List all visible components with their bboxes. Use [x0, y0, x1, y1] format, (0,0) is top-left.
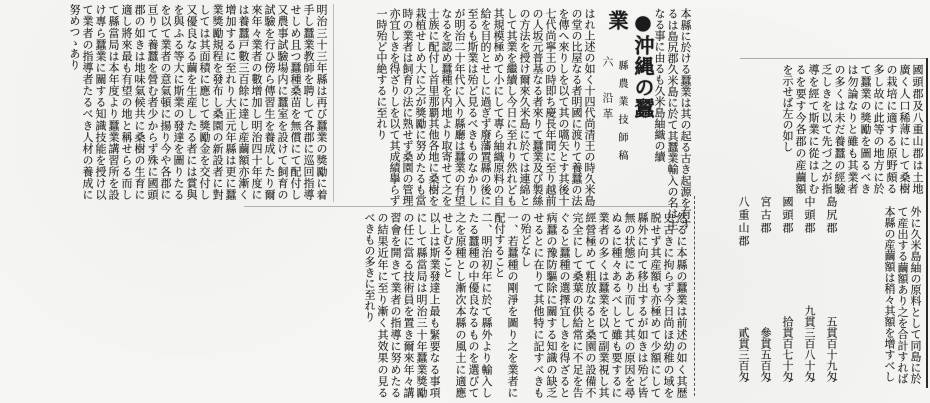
list-item: 二、明治初年に於て縣外より輸入したる蠶種の中優良なるものを選びて之を原種とし漸次本縣の風土に適應せしむること — [441, 212, 493, 398]
lower-paragraph: 然るに本縣の蠶業は前述の如く其歴史古きに拘らず今日尚ほ幼稚の域を脱せず其産額も亦極めて少額にして縣外に向て移出するが如きは殆ど皆無の状態にあり而して其の原因を尋ぬるに種々あるべしと雖も要するに業者の多くは蠶業を以て副業視し其經營極めて粗放なると桑園の設備不完全にして桑葉の供給常に不足を告ぐると蠶種の選擇宜しきを得ざると病蠶の豫防驅除に關する知識の缺乏せるとに在りて其他特に記すべきもの殆どなし — [519, 212, 688, 398]
cocoon-amount: 拾貫百七十匁 — [781, 316, 794, 382]
cocoon-amount: 九貫三百八十匁 — [803, 305, 816, 382]
section-number: 六 — [601, 56, 614, 67]
clipping-edge — [926, 58, 928, 388]
lower-article-text — [244, 212, 688, 398]
district-name: 八重山郡 — [737, 196, 750, 248]
right-block-paragraph: 國頭郡及八重山郡は土地廣く人口稀薄にして桑樹の栽培に適する原野頗る多し故に此等の地方に於て蠶業の獎勵を圖るべきは勿論なりと雖も其業者の多くは未だ養蠶の經驗乏しきを以て先づ之が指導を經て斯業に從はしむるを要す今各郡の産繭額を示せば左の如し — [781, 64, 924, 194]
article-title: ●沖縄の蠶業 — [605, 10, 655, 119]
byline: 縣農業技師稿 — [616, 60, 627, 168]
district-name: 宮古郡 — [759, 196, 772, 235]
right-block-top-rule — [740, 58, 926, 59]
right-block-notes: 外に久米島紬の原料として同島に於て産出する繭額あり之を合計すれば本縣の産繭額は稍々其額を增すべし — [883, 206, 922, 384]
history-text: はれ上述の如く十四代尚清王の時久米島の堂の比屋なる者明國に渡りて養蠶の法を傳へ來りしを以て其の嚆矢とす其後十七代尚寧王の時即ち慶長年間に至り越前の人坂元普基なる者來りて蠶業及び製絲の方法を授け爾來久米島に於ては連綿として其業を繼續し今日に至れり然れども其規模極めて小にして專ら紬織原料の自給を目的とせしに過ぎず廢藩置縣の後に至るも斯業は殆ど見るべきものなかりしが明治二十年代に入り縣廳は蠶業の有望なるを認め蠶種を内地より取寄せて之を士族に配付し首里那覇其他各地に桑樹を栽植せしめ大に之が獎勵に努めたるも當時の業者は飼育の法に熟せず桑園の管理亦宜しきを得ざりしを以て其成績擧らず一時殆ど中絶するに至れり — [375, 8, 596, 206]
cocoon-amount: 參貫五百匁 — [759, 327, 772, 382]
table-row — [759, 196, 772, 382]
column-divider — [333, 4, 334, 202]
district-name: 中頭郡 — [803, 196, 816, 235]
article-opening-text: 本縣に於ける蠶業は其の起る古き起源を有するは島尻郡久米島に於て其蠶業輸入の名は主なる事に由るも久米島紬織の續 — [653, 8, 692, 230]
cocoon-amount: 五貫百十九匁 — [825, 316, 838, 382]
table-row — [737, 196, 750, 382]
column-divider-dashed — [694, 196, 695, 396]
district-name: 島尻郡 — [825, 196, 838, 235]
section-heading: 沿革 — [601, 92, 614, 124]
list-item: 一、若蠶種の剛淨を圖り之を業者に配付すること — [493, 212, 519, 398]
cocoon-output-table — [700, 196, 838, 382]
table-row — [781, 196, 794, 382]
table-row — [825, 196, 838, 382]
cocoon-amount: 貳貫三百匁 — [737, 327, 750, 382]
continuation-text: 明治三十三年縣は再び蠶業の獎勵に着手し蠶業教師を聘して各郡に巡回指導せしめ且つ蠶種桑苗を無償にて配付し又農事試驗場内に蠶室を設けて飼育の試驗を行ひ傍ら傳習生を養成したり爾來年々業者の數增加し明治四十年度には養蠶戸數三百餘に達し産繭額亦漸く增加するに至れり大正元年縣は更に蠶業獎勵規程を發布し桑園の新設者に對しては其面積に應じて獎勵金を交付し又優良なる繭を生産したる者には賞與を與ふる等大に斯業の發達を圖りたるを以て業者の意氣頓に揚り今や各郡に亘りて養蠶を營む者少からず殊に國頭郡の如きは地味氣候共に桑樹の生育に適し將來最も有望の地と稱せらる而して縣當局は本年度より蠶業講習所を設け專ら蠶業に關する知識技能を授け以て業者の指導者たるべき人材の養成に努めつゝあり — [68, 4, 328, 200]
table-row — [803, 196, 816, 382]
district-name: 國頭郡 — [781, 196, 794, 235]
closing-paragraph: 以上は斯業發達上最も緊要なる事項にして縣當局は明治三十年蠶業獎勵の任に當る技術員を置き爾來年々講習會を開きて業者の指導に努めたるの結果近年に至り漸く其效果の見るべきもの多きに至れり — [363, 212, 441, 398]
